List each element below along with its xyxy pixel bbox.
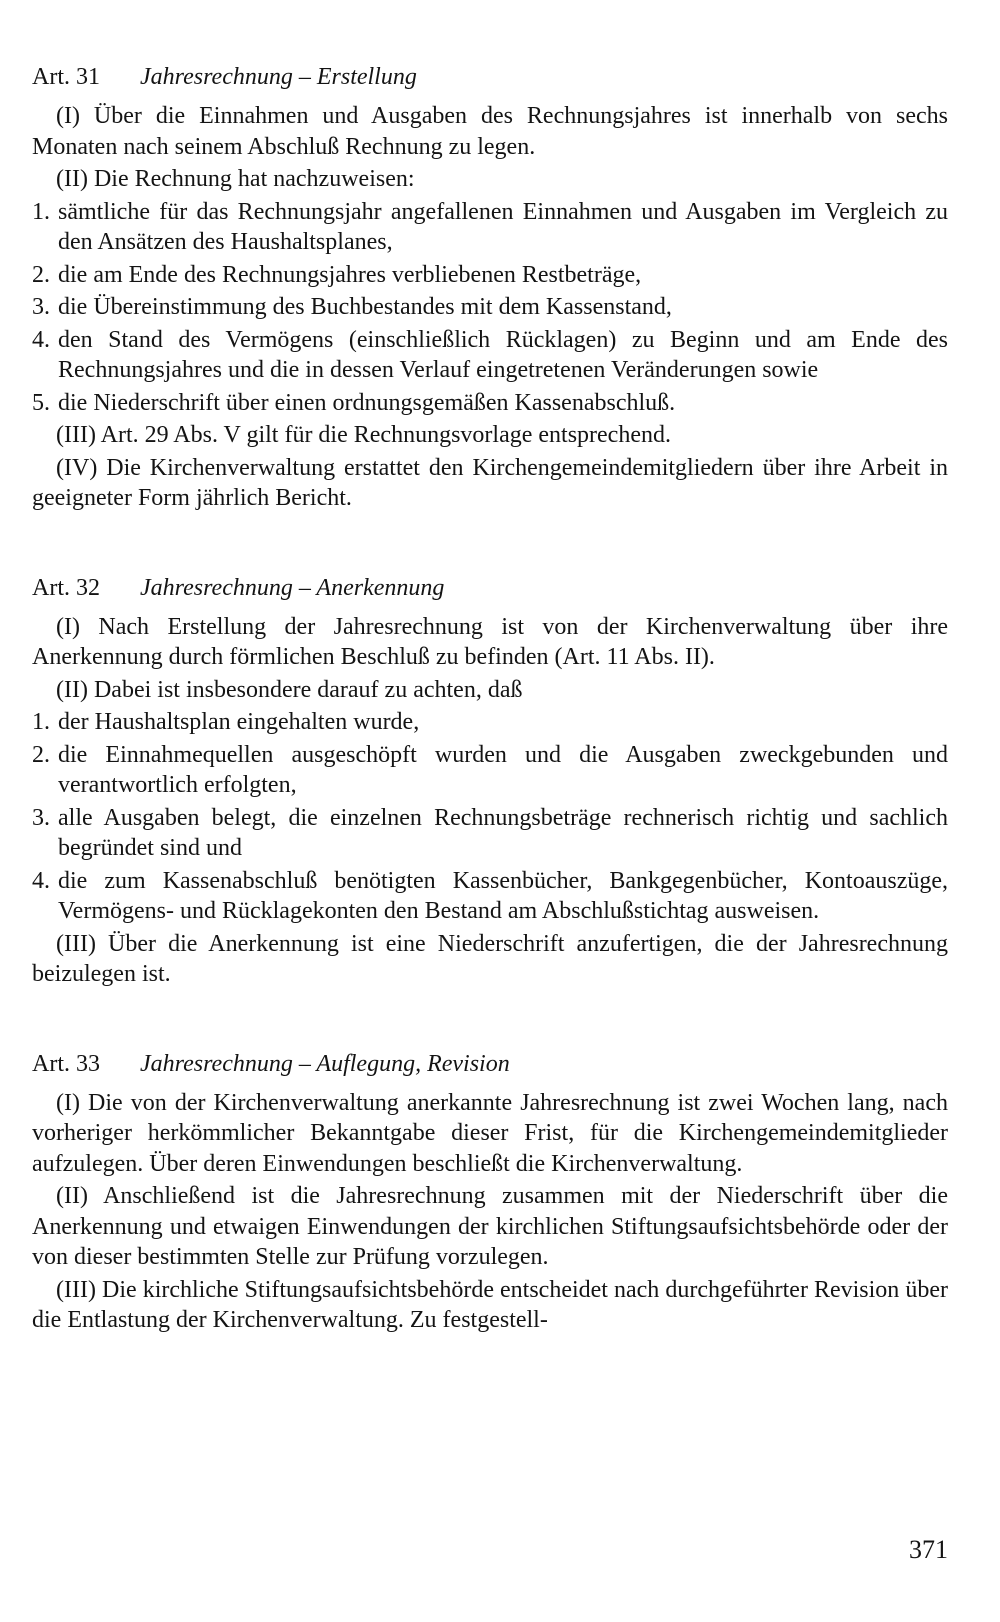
paragraph: (II) Die Rechnung hat nachzuweisen: (56, 166, 415, 192)
article-title: Jahresrechnung – Anerkennung (140, 574, 445, 601)
section-gap (32, 516, 948, 573)
item-text: alle Ausgaben belegt, die einzelnen Rechnungsbeträge rechnerisch richtig und sachlich begründet sind und (58, 804, 948, 861)
section-gap (32, 992, 948, 1049)
list-item (32, 707, 948, 738)
article-number: Art. 33 (32, 1050, 100, 1077)
list-item (32, 740, 948, 801)
article-heading (32, 62, 948, 92)
list-item (32, 866, 948, 927)
article-number: Art. 32 (32, 574, 100, 601)
page-number: 371 (909, 1535, 948, 1564)
paragraph: (I) Nach Erstellung der Jahresrechnung ist von der Kirchenverwaltung über ihre Anerkennung durch förmlichen Beschluß zu befinden (Art. 11 Abs. II). (32, 613, 948, 670)
article-number: Art. 31 (32, 64, 100, 90)
list-item (32, 388, 948, 419)
paragraph: (III) Über die Anerkennung ist eine Niederschrift anzufertigen, die der Jahresrechnung beizulegen ist. (32, 930, 948, 987)
item-number: 2. (32, 741, 50, 768)
item-number: 4. (32, 326, 50, 353)
item-number: 4. (32, 867, 50, 894)
article-title: Jahresrechnung – Auflegung, Revision (140, 1050, 510, 1077)
paragraph: (III) Die kirchliche Stiftungsaufsichtsbehörde entscheidet nach durchgeführter Revision über die Entlastung der Kirchenverwaltung. Zu festgestell- (32, 1276, 948, 1333)
item-text: die Einnahmequellen ausgeschöpft wurden und die Ausgaben zweckgebunden und verantwortlich erfolgten, (58, 741, 948, 798)
article-33 (32, 1049, 948, 1336)
article-heading (32, 1049, 948, 1079)
paragraph: (III) Art. 29 Abs. V gilt für die Rechnungsvorlage entsprechend. (56, 422, 671, 448)
paragraph: (II) Anschließend ist die Jahresrechnung zusammen mit der Niederschrift über die Anerkennung und etwaigen Einwendungen der kirchlichen Stiftungsaufsichtsbehörde oder der von dieser bestimmten Stelle zur Prüfung vorzulegen. (32, 1183, 948, 1270)
list-item (32, 197, 948, 258)
item-number: 2. (32, 261, 50, 288)
paragraph: (II) Dabei ist insbesondere darauf zu achten, daß (56, 676, 523, 703)
list-item (32, 325, 948, 386)
article-32 (32, 573, 948, 990)
item-number: 5. (32, 389, 50, 416)
item-text: die Niederschrift über einen ordnungsgemäßen Kassenabschluß. (58, 389, 676, 416)
item-number: 3. (32, 804, 50, 831)
item-text: die zum Kassenabschluß benötigten Kassenbücher, Bankgegenbücher, Kontoauszüge, Vermögens- und Rücklagekonten den Bestand am Abschlußstichtag ausweisen. (58, 867, 948, 924)
item-number: 1. (32, 709, 50, 735)
item-text: die Übereinstimmung des Buchbestandes mit dem Kassenstand, (58, 294, 672, 320)
list-item (32, 292, 948, 323)
item-text: den Stand des Vermögens (einschließlich Rücklagen) zu Beginn und am Ende des Rechnungsjahres und die in dessen Verlauf eingetretenen Veränderungen sowie (58, 326, 948, 383)
item-number: 1. (32, 198, 50, 225)
item-text: die am Ende des Rechnungsjahres verbliebenen Restbeträge, (58, 261, 642, 288)
paragraph: (I) Über die Einnahmen und Ausgaben des Rechnungsjahres ist innerhalb von sechs Monaten nach seinem Abschluß Rechnung zu legen. (32, 103, 948, 160)
article-31 (32, 62, 948, 514)
article-title: Jahresrechnung – Erstellung (140, 64, 417, 90)
paragraph: (IV) Die Kirchenverwaltung erstattet den Kirchengemeindemitgliedern über ihre Arbeit in geeigneter Form jährlich Bericht. (32, 454, 948, 511)
item-number: 3. (32, 294, 50, 320)
item-text: der Haushaltsplan eingehalten wurde, (58, 709, 420, 735)
article-heading (32, 573, 948, 603)
list-item (32, 803, 948, 864)
item-text: sämtliche für das Rechnungsjahr angefallenen Einnahmen und Ausgaben im Vergleich zu den Ansätzen des Haushaltsplanes, (58, 198, 948, 255)
paragraph: (I) Die von der Kirchenverwaltung anerkannte Jahresrechnung ist zwei Wochen lang, nach vorheriger herkömmlicher Bekanntgabe dieser Frist, für die Kirchengemeindemitglieder aufzulegen. Über deren Einwendungen beschließt die Kirchenverwaltung. (32, 1089, 948, 1177)
document-page (32, 62, 948, 1338)
list-item (32, 260, 948, 291)
